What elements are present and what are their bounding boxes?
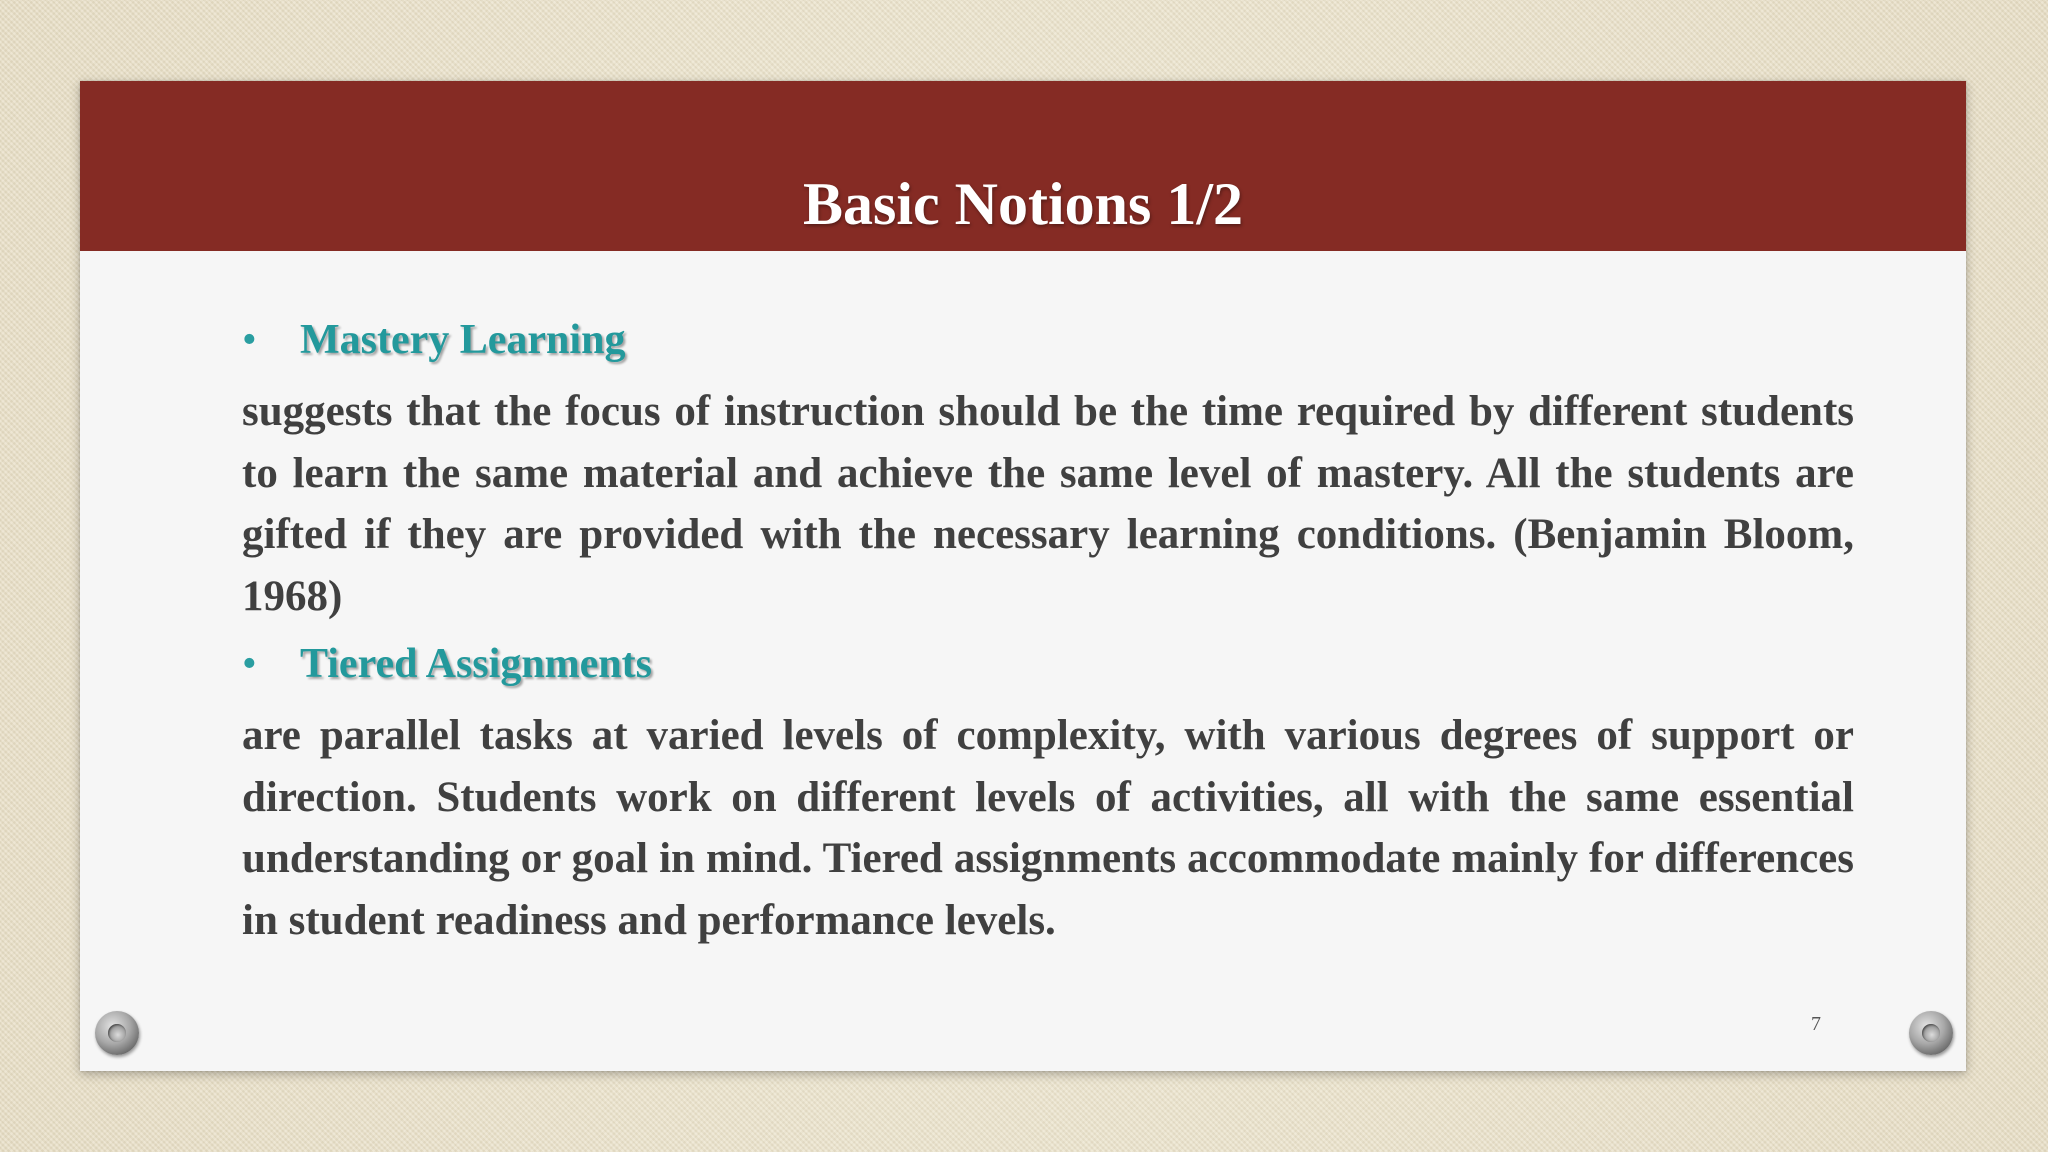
bullet-item-tiered-assignments: [242, 631, 1854, 697]
grommet-right-icon: [1909, 1011, 1953, 1055]
bullet-item-mastery-learning: [242, 307, 1854, 373]
heading-mastery-learning: Mastery Learning: [300, 317, 626, 363]
paragraph-mastery-learning: suggests that the focus of instruction should be the time required by different students to learn the same material and achieve the same level of mastery. All the students are gifted if they are provided with the necessary learning conditions. (Benjamin Bloom, 1968): [242, 388, 1854, 620]
grommet-left-icon: [95, 1011, 139, 1055]
slide-title: Basic Notions 1/2: [802, 171, 1244, 237]
bullet-point-icon: •: [242, 317, 257, 363]
title-banner: [80, 81, 1966, 251]
page-number: 7: [1811, 1013, 1821, 1035]
paragraph-tiered-assignments: are parallel tasks at varied levels of complexity, with various degrees of support or direction. Students work on different levels of activities, all with the same essential understanding or goal in mind. Tiered assignments accommodate mainly for differences in student readiness and performance levels.: [242, 712, 1854, 944]
slide-content: [242, 307, 1854, 951]
slide-card: [80, 81, 1966, 1071]
heading-tiered-assignments: Tiered Assignments: [300, 641, 652, 687]
bullet-point-icon: •: [242, 641, 257, 687]
